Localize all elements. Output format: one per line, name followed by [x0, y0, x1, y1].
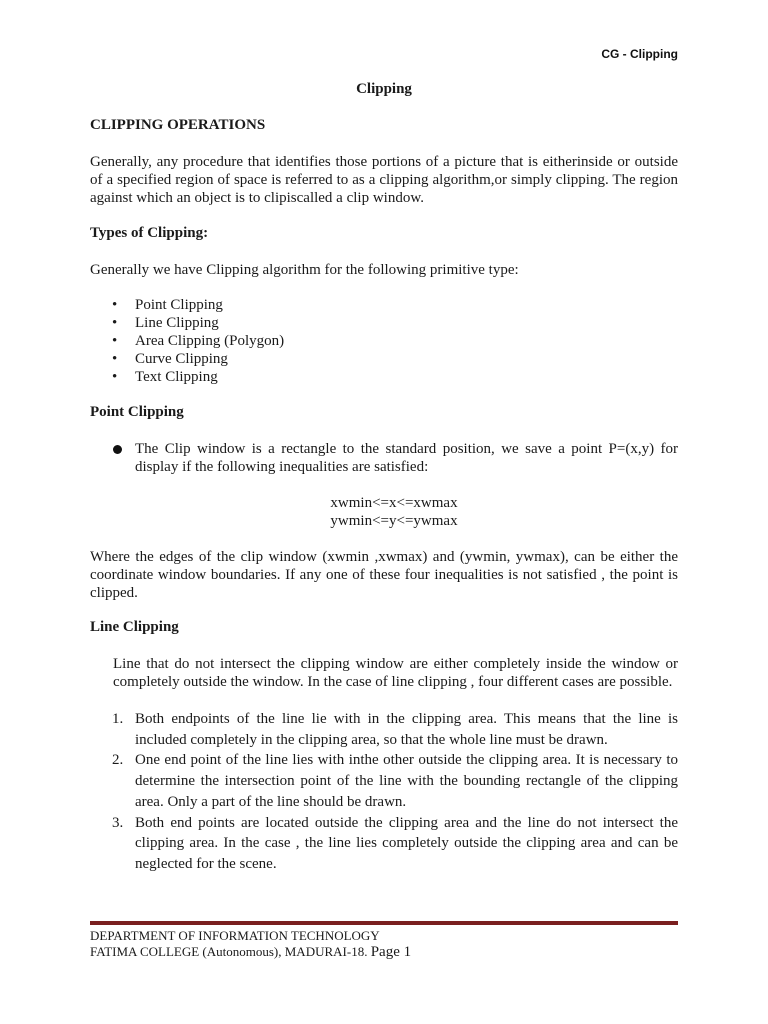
page-title: Clipping [356, 81, 412, 97]
line-clipping-cases-list [90, 709, 678, 875]
list-item [90, 314, 284, 332]
list-item-text: Both endpoints of the line lie with in the clipping area. This means that the line is included completely in the clipping area, so that the whole line must be drawn. [135, 711, 678, 748]
list-item [90, 332, 284, 350]
line-clipping-paragraph: Line that do not intersect the clipping window are either completely inside the window or completely outside the window. In the case of line clipping , four different cases are possible. [113, 656, 678, 690]
inequality-y: ywmin<=y<=ywmax [330, 513, 458, 529]
list-item-label: Curve Clipping [135, 351, 228, 367]
list-item-number: 3. [112, 814, 124, 831]
bullet-icon: • [112, 369, 118, 385]
list-item-text: One end point of the line lies with inthe other outside the clipping area. It is necessary to determine the intersection point of the line with the bounding rectangle of the clipping area. Only a part of the line should be drawn. [135, 752, 678, 810]
clipping-operations-paragraph: Generally, any procedure that identifies those portions of a picture that is eitherinside or outside of a specified region of space is referred to as a clipping algorithm,or simply clipping. The region against which an object is to clipiscalled a clip window. [90, 154, 678, 206]
page-number: Page 1 [370, 944, 412, 960]
filled-circle-bullet-icon [113, 445, 122, 454]
section-heading-clipping-operations: CLIPPING OPERATIONS [90, 117, 266, 133]
footer-college: FATIMA COLLEGE (Autonomous), MADURAI-18. [90, 944, 368, 959]
inequality-x: xwmin<=x<=xwmax [330, 495, 458, 511]
list-item [90, 813, 678, 875]
list-item [90, 750, 678, 812]
list-item-label: Line Clipping [135, 315, 219, 331]
bullet-icon: • [112, 351, 118, 367]
list-item-number: 1. [112, 711, 124, 727]
footer-divider [90, 921, 678, 925]
document-page [90, 0, 678, 1024]
list-item [90, 296, 284, 314]
clipping-types-list [90, 296, 284, 386]
inequalities-block [90, 494, 678, 530]
list-item-number: 2. [112, 752, 124, 769]
list-item-label: Area Clipping (Polygon) [135, 333, 285, 349]
section-heading-point-clipping: Point Clipping [90, 404, 184, 420]
point-clipping-bullet [90, 440, 678, 476]
list-item-label: Text Clipping [135, 369, 218, 385]
point-clipping-paragraph: Where the edges of the clip window (xwmin ,xwmax) and (ywmin, ywmax), can be either the coordinate window boundaries. If any one of these four inequalities is not satisfied , the point is clipped. [90, 549, 678, 601]
section-heading-types: Types of Clipping: [90, 225, 209, 241]
bullet-icon: • [112, 333, 118, 349]
list-item [90, 709, 678, 750]
bullet-icon: • [112, 297, 118, 313]
types-intro-paragraph: Generally we have Clipping algorithm for the following primitive type: [90, 262, 519, 278]
list-item [90, 350, 284, 368]
running-header: CG - Clipping [601, 47, 678, 61]
point-clipping-bullet-text: The Clip window is a rectangle to the standard position, we save a point P=(x,y) for display if the following inequalities are satisfied: [135, 441, 678, 475]
bullet-icon: • [112, 315, 118, 331]
section-heading-line-clipping: Line Clipping [90, 619, 179, 635]
list-item-label: Point Clipping [135, 297, 223, 313]
list-item [90, 368, 284, 386]
footer-department: DEPARTMENT OF INFORMATION TECHNOLOGY [90, 928, 380, 943]
footer-college-line [90, 944, 411, 961]
list-item-text: Both end points are located outside the clipping area and the line do not intersect the clipping area. In the case , the line lies completely outside the clipping area and can be neglected for the scene. [135, 814, 678, 872]
